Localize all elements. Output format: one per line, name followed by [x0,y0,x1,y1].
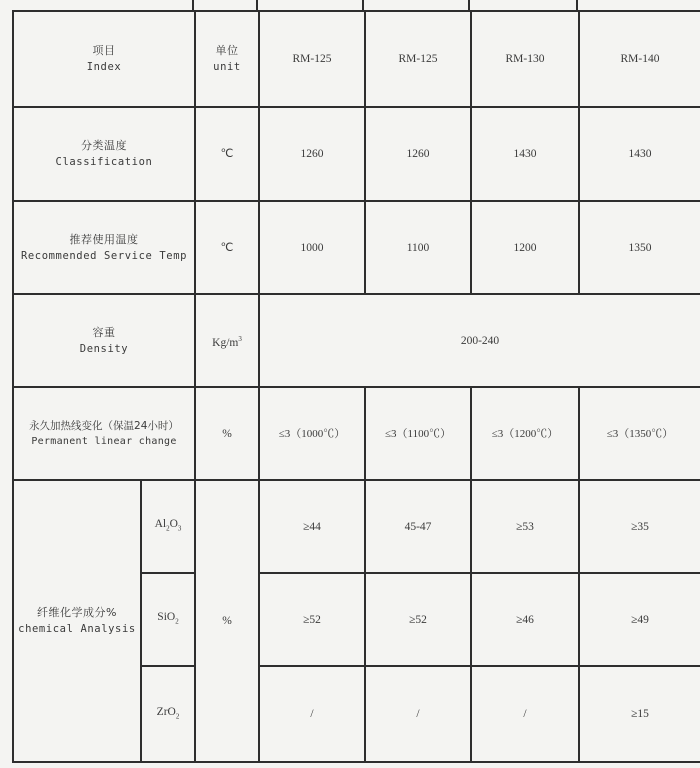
al2o3-value: 45-47 [365,480,471,573]
unit-header-cn: 单位 [215,44,239,57]
zro2-formula [141,666,195,762]
service-temp-unit: ℃ [195,201,259,294]
service-temp-label-cell [13,201,195,294]
index-header-en: Index [86,61,122,73]
index-header-cn: 项目 [92,44,116,57]
zro2-value: / [471,666,579,762]
formula-element: Al [154,518,167,531]
unit-header-en: unit [213,61,241,73]
index-header-cell [13,11,195,107]
linear-change-label-cn: 永久加热线变化（保温24小时） [29,419,179,432]
chemical-label-en: chemical Analysis [18,623,136,635]
density-row [13,294,700,387]
al2o3-row [13,480,700,573]
service-temp-value: 1000 [259,201,365,294]
linear-change-label-en: Permanent linear change [31,435,177,447]
formula-subscript: 2 [166,524,170,533]
chemical-unit: % [195,480,259,762]
classification-value: 1430 [471,107,579,201]
service-temp-value: 1100 [365,201,471,294]
chemical-label-cn: 纤维化学成分% [37,606,117,619]
classification-unit: ℃ [195,107,259,201]
density-value: 200-240 [259,294,700,387]
service-temp-label-en: Recommended Service Temp [20,249,188,262]
linear-change-unit: % [195,387,259,480]
al2o3-value: ≥35 [579,480,700,573]
al2o3-value: ≥44 [259,480,365,573]
classification-label-cell [13,107,195,201]
linear-change-value: ≤3（1200℃） [471,387,579,480]
grade-header: RM-140 [579,11,700,107]
density-unit-base: Kg/m [212,336,239,349]
classification-value: 1260 [365,107,471,201]
formula-element: O [169,518,178,531]
density-unit-exponent: 3 [238,334,242,343]
density-label-en: Density [79,342,129,355]
sio2-value: ≥52 [365,573,471,666]
formula-subscript: 2 [175,712,180,721]
zro2-value: ≥15 [579,666,700,762]
service-temp-row [13,201,700,294]
unit-header-cell [195,11,259,107]
linear-change-value: ≤3（1000℃） [259,387,365,480]
zro2-value: / [259,666,365,762]
header-row [13,11,700,107]
zro2-value: / [365,666,471,762]
grade-header: RM-130 [471,11,579,107]
formula-subscript: 2 [175,617,179,626]
chemical-label-cell [13,480,141,762]
sio2-value: ≥46 [471,573,579,666]
linear-change-value: ≤3（1350℃） [579,387,700,480]
formula-subscript: 3 [177,524,182,533]
service-temp-label-cn: 推荐使用温度 [69,232,139,246]
linear-change-label-cell [13,387,195,480]
al2o3-value: ≥53 [471,480,579,573]
linear-change-value: ≤3（1100℃） [365,387,471,480]
al2o3-formula [141,480,195,573]
classification-value: 1430 [579,107,700,201]
density-label-cell [13,294,195,387]
sio2-value: ≥52 [259,573,365,666]
linear-change-row [13,387,700,480]
classification-label-cn: 分类温度 [81,139,127,152]
sio2-value: ≥49 [579,573,700,666]
grade-header: RM-125 [259,11,365,107]
classification-value: 1260 [259,107,365,201]
service-temp-value: 1350 [579,201,700,294]
sio2-formula [141,573,195,666]
density-unit [195,294,259,387]
formula-element: SiO [157,611,176,624]
classification-label-en: Classification [55,156,153,168]
service-temp-value: 1200 [471,201,579,294]
grade-header: RM-125 [365,11,471,107]
density-label-cn: 容重 [92,325,116,339]
formula-element: ZrO [156,705,176,718]
classification-row [13,107,700,201]
specification-table [12,10,700,763]
